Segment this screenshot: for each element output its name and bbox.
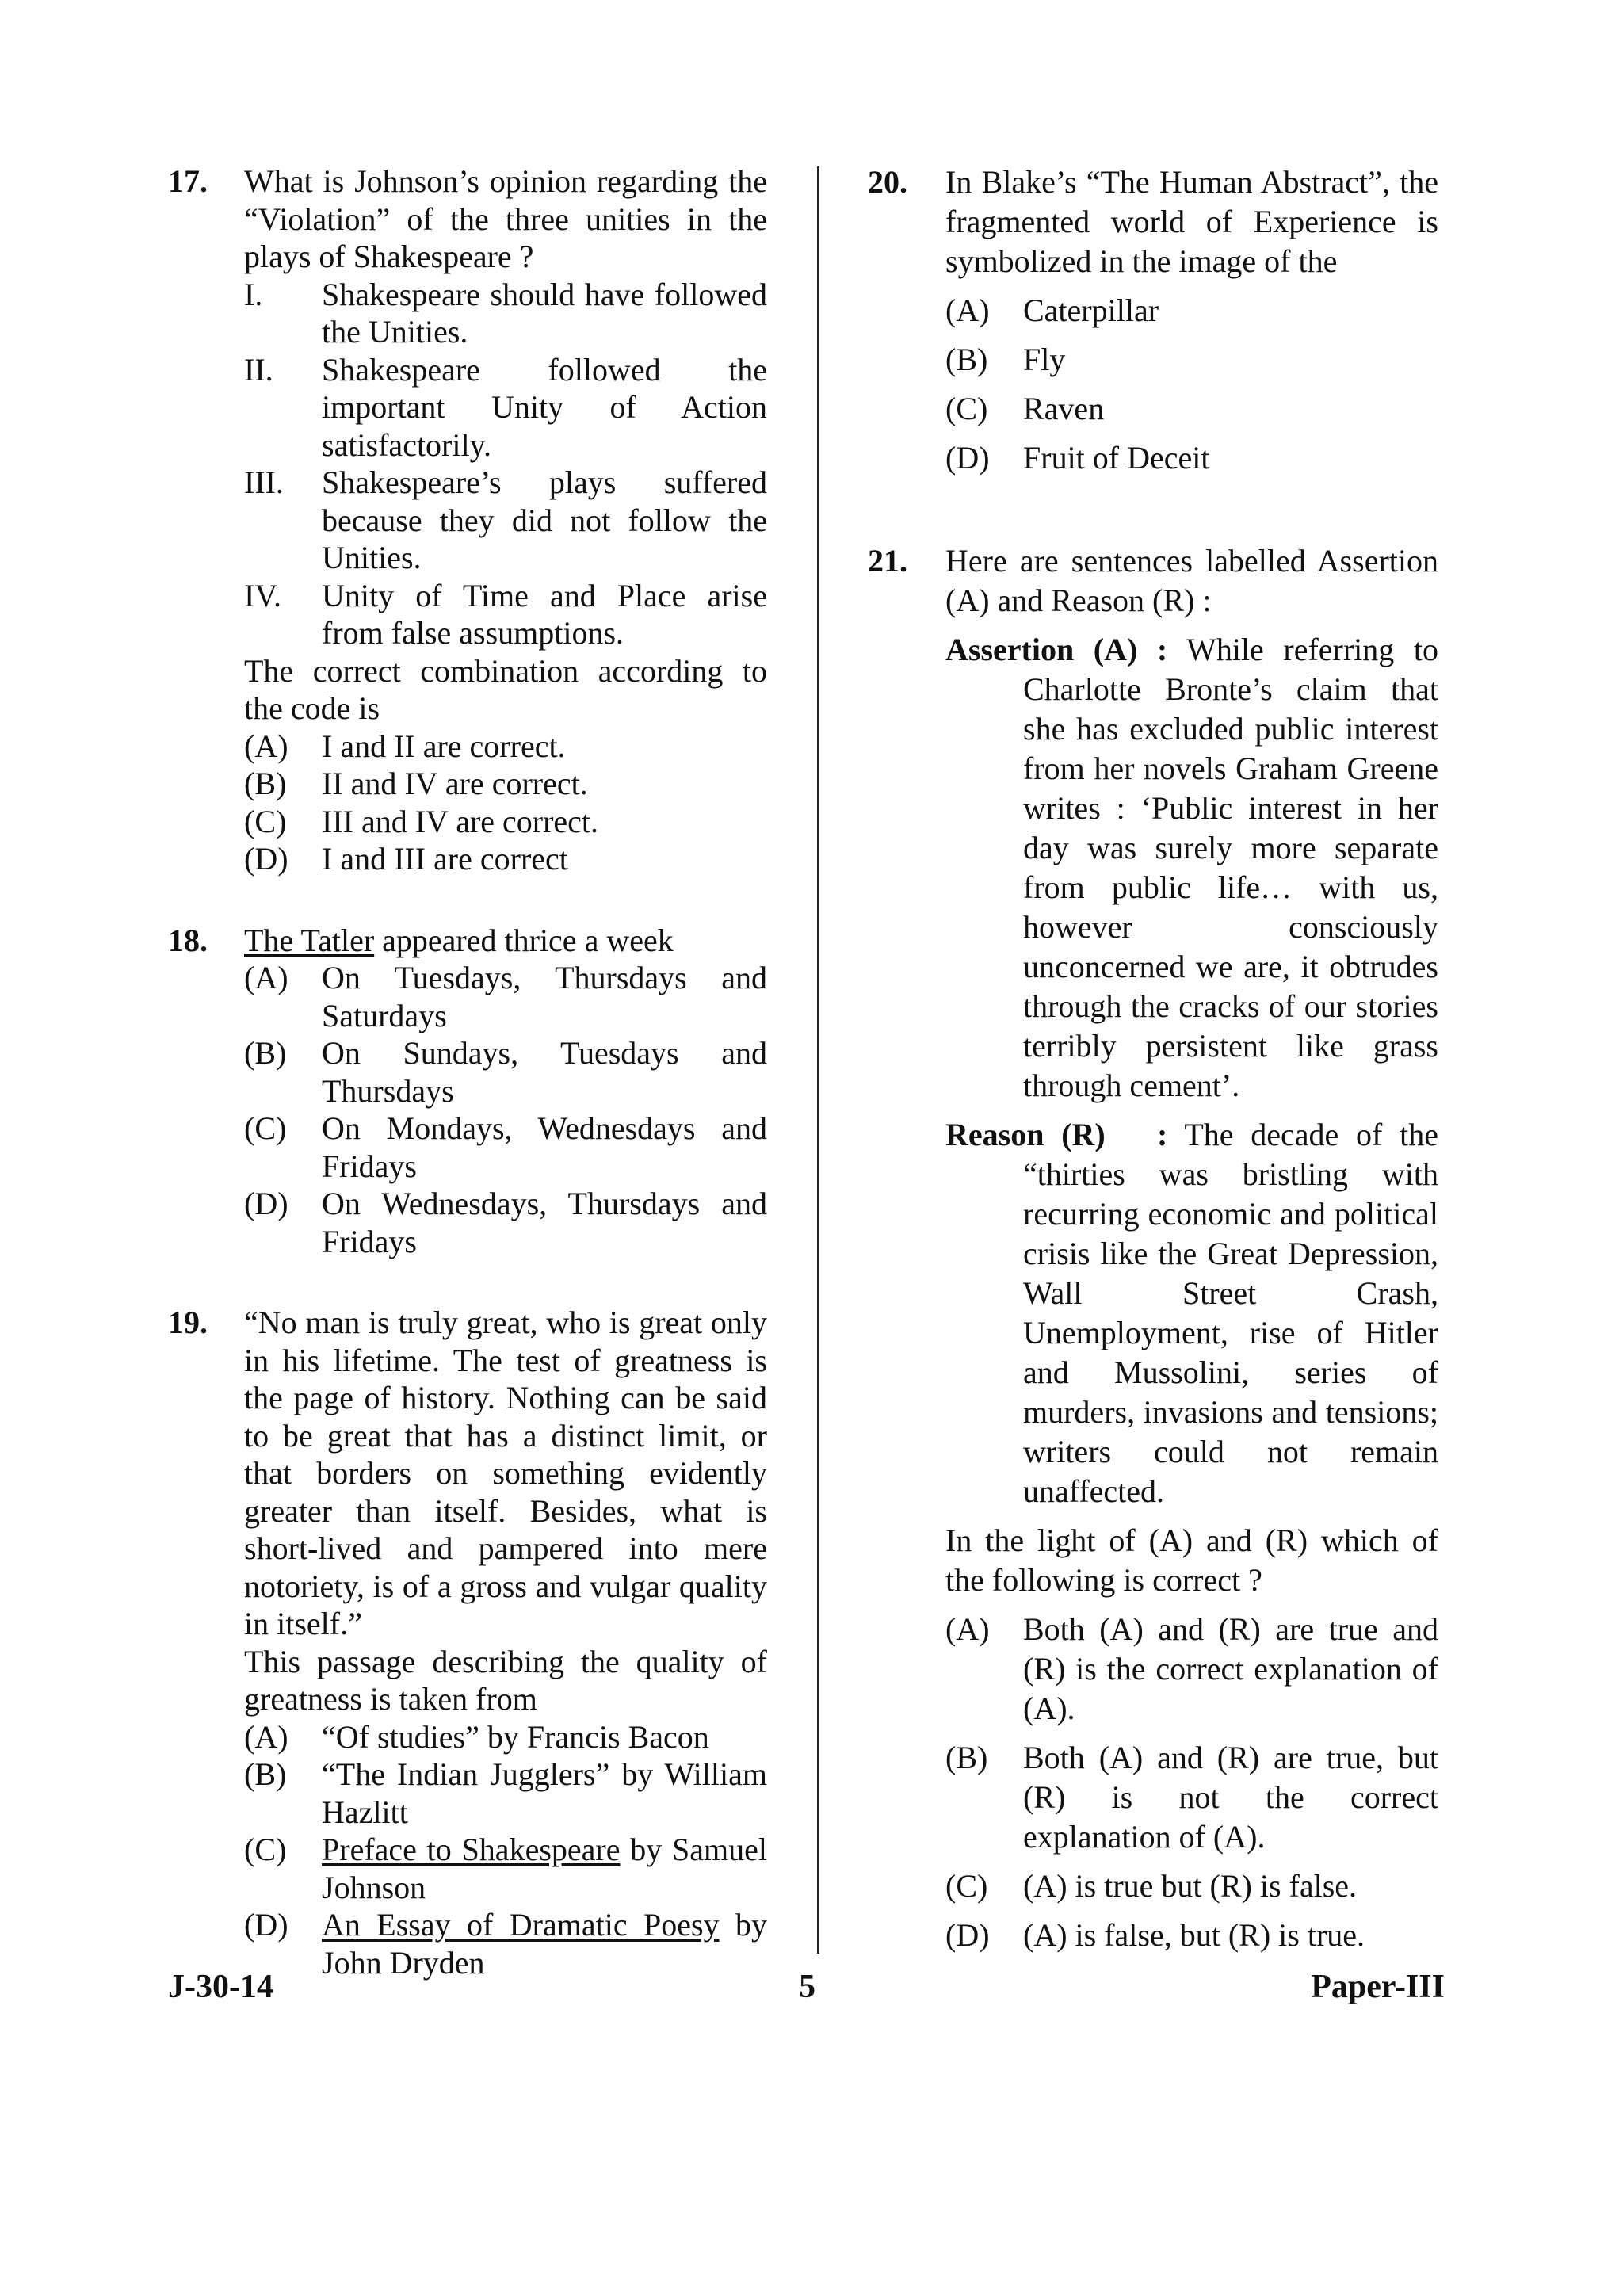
page-number: 5 [799,1969,815,2005]
statement-item [244,351,767,464]
column-divider [817,166,819,1954]
option-text: On Mondays, Wednesdays and Fridays [322,1110,767,1184]
option-text: Fruit of Deceit [1023,440,1210,476]
option-text: “Of studies” by Francis Bacon [322,1718,709,1755]
option-letter: (C) [244,803,287,839]
option-letter: (A) [244,1718,288,1755]
option-letter: (B) [244,1756,287,1792]
answer-option [945,1866,1438,1906]
option-text: I and III are correct [322,841,568,877]
question-number: 20. [868,164,907,200]
question-number: 17. [168,163,208,199]
question-number: 18. [168,922,208,958]
option-letter: (B) [945,1740,988,1775]
assertion-text: While referring to Charlotte Bronte’s claim that she has excluded public interest from her novels Graham Greene writes : ‘Public interest in her day was surely more separate from public life… with us, however consciously unconcerned we are, it obtrudes through the cracks of our stories terribly persistent like grass through cement’. [1023,632,1438,1103]
option-text [322,1906,767,1981]
option-letter: (B) [244,1035,287,1071]
option-letter: (D) [244,1907,288,1943]
statement-item [244,276,767,351]
option-letter: (D) [945,440,990,476]
question-18 [168,922,767,1261]
assertion-block [945,630,1438,1106]
option-author: by John Dryden [322,1907,767,1981]
answer-option [244,1906,767,1981]
statement-text: Shakespeare should have followed the Unities. [322,276,767,350]
answer-option [244,728,767,766]
answer-option [945,438,1438,478]
statement-number: II. [244,351,273,388]
statement-number: I. [244,276,263,312]
option-text: (A) is false, but (R) is true. [1023,1917,1365,1953]
option-text: Caterpillar [1023,292,1159,328]
work-title: Preface to Shakespeare [322,1832,621,1867]
answer-option [244,959,767,1034]
question-stem: This passage describing the quality of greatness is taken from [244,1643,767,1717]
answer-option [945,389,1438,429]
statement-text: Shakespeare’s plays suffered because they did not follow the Unities. [322,464,767,575]
option-text: “The Indian Jugglers” by William Hazlitt [322,1756,767,1830]
question-instruction: The correct combination according to the code is [244,652,767,726]
option-letter: (C) [244,1110,287,1146]
question-stem-rest: appeared thrice a week [374,922,674,958]
question-passage: “No man is truly great, who is great only in his lifetime. The test of greatness is the page of history. Nothing can be said to be great that has a distinct limit, or that borders on something evidently greater than itself. Besides, what is short-lived and pampered into mere notoriety, is of a gross and vulgar quality in itself.” [244,1305,767,1641]
option-text: II and IV are correct. [322,766,588,801]
reason-text: The decade of the “thirties was bristling with recurring economic and political crisis like the Great Depression, Wall Street Crash, Unemployment, rise of Hitler and Mussolini, series of murders, invasions and tensions; writers could not remain unaffected. [1023,1117,1438,1509]
reason-label: Reason (R) : [945,1117,1168,1152]
answer-option [945,1610,1438,1729]
option-text: On Sundays, Tuesdays and Thursdays [322,1035,767,1109]
option-letter: (A) [945,292,990,328]
option-author: by Samuel Johnson [322,1832,767,1905]
option-text: Both (A) and (R) are true, but (R) is not the correct explanation of (A). [1023,1740,1438,1855]
option-letter: (D) [945,1917,990,1953]
work-title: An Essay of Dramatic Poesy [322,1907,720,1943]
left-column [168,162,767,1981]
question-20 [868,162,1438,478]
answer-option [945,1738,1438,1857]
statement-text: Unity of Time and Place arise from false assumptions. [322,577,767,651]
option-text: (A) is true but (R) is false. [1023,1868,1358,1904]
question-19 [168,1304,767,1981]
answer-option [244,1034,767,1110]
option-letter: (C) [244,1832,287,1867]
option-letter: (A) [945,1611,990,1647]
answer-option [244,1110,767,1185]
option-text: I and II are correct. [322,728,566,764]
option-letter: (A) [244,728,288,764]
question-instruction: In the light of (A) and (R) which of the following is correct ? [945,1522,1438,1598]
work-title: The Tatler [244,922,375,958]
answer-option [244,1755,767,1831]
option-letter: (B) [945,342,988,377]
question-17 [168,162,767,878]
option-text: III and IV are correct. [322,803,599,839]
answer-option [244,1831,767,1906]
question-number: 21. [868,543,907,579]
option-letter: (C) [945,1868,988,1904]
answer-option [244,1718,767,1756]
statement-item [244,464,767,577]
paper-code: J-30-14 [168,1969,273,2005]
option-text: Raven [1023,391,1105,426]
question-stem: What is Johnson’s opinion regarding the “Violation” of the three unities in the plays of Shakespeare ? [244,163,767,274]
answer-option [244,840,767,878]
option-text [322,1831,767,1906]
question-stem: In Blake’s “The Human Abstract”, the fragmented world of Experience is symbolized in the image of the [945,164,1438,279]
assertion-label: Assertion (A) : [945,632,1168,667]
option-text: On Tuesdays, Thursdays and Saturdays [322,960,767,1033]
option-letter: (D) [244,841,288,877]
question-21 [868,541,1438,1955]
option-letter: (B) [244,766,287,801]
statement-item [244,577,767,652]
answer-option [244,765,767,803]
option-letter: (A) [244,960,288,995]
statement-number: III. [244,464,284,500]
statement-number: IV. [244,577,282,613]
answer-option [945,1916,1438,1955]
question-stem: Here are sentences labelled Assertion (A) and Reason (R) : [945,543,1438,618]
reason-block [945,1115,1438,1511]
answer-option [244,1185,767,1260]
option-text: Both (A) and (R) are true and (R) is the correct explanation of (A). [1023,1611,1438,1726]
question-number: 19. [168,1305,208,1340]
question-stem [244,922,767,960]
option-text: Fly [1023,342,1066,377]
right-column [868,162,1438,1955]
answer-option [244,803,767,841]
option-letter: (D) [244,1186,288,1221]
answer-option [945,340,1438,380]
option-letter: (C) [945,391,988,426]
answer-option [945,291,1438,330]
option-text: On Wednesdays, Thursdays and Fridays [322,1186,767,1259]
paper-label: Paper-III [1311,1969,1445,2005]
statement-text: Shakespeare followed the important Unity of Action satisfactorily. [322,351,767,463]
